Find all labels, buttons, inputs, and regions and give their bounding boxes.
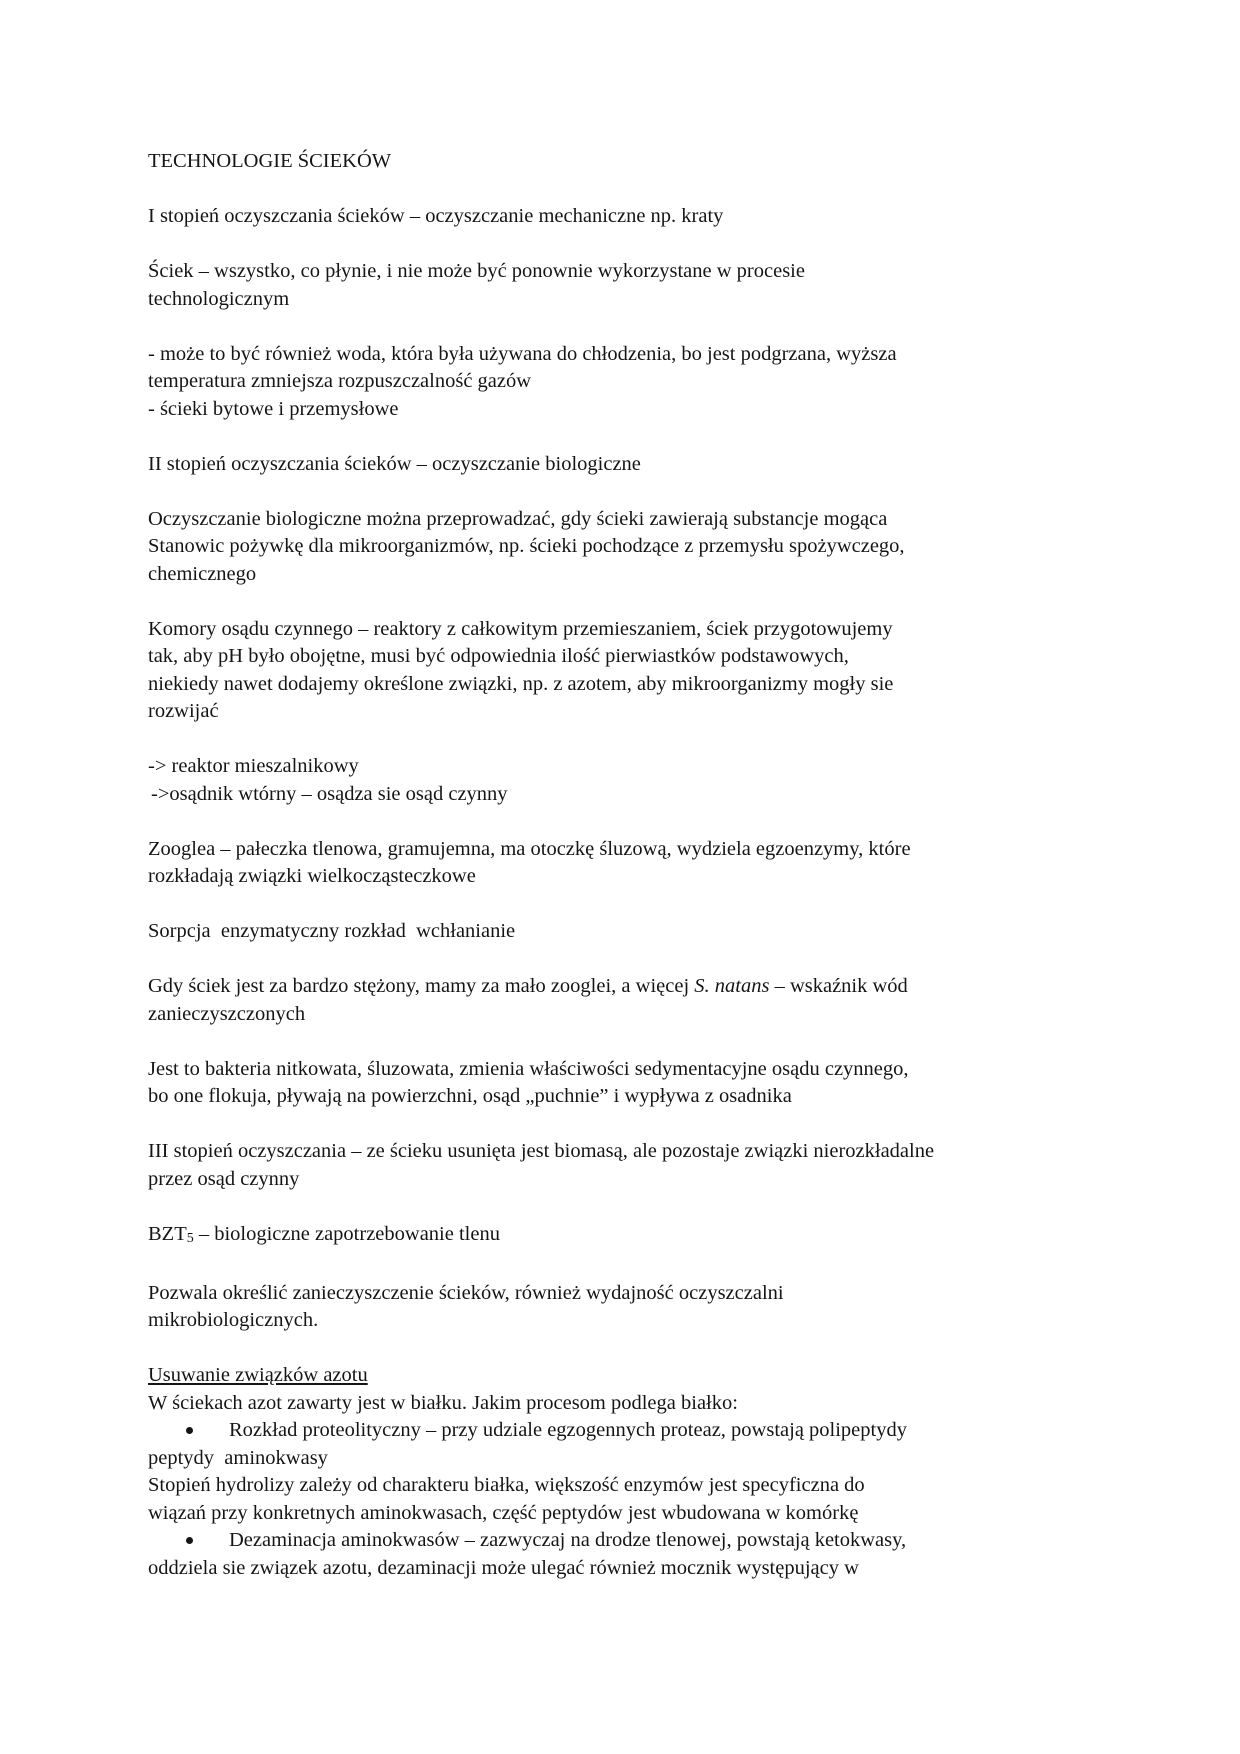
paragraph-line: I stopień oczyszczania ścieków – oczyszczanie mechaniczne np. kraty bbox=[148, 205, 724, 227]
paragraph-line: rozkładają związki wielkocząsteczkowe bbox=[148, 865, 476, 887]
paragraph-line: Pozwala określić zanieczyszczenie ścieków, również wydajność oczyszczalni bbox=[148, 1281, 784, 1304]
document-body bbox=[148, 148, 1093, 1582]
paragraph-sorption bbox=[148, 918, 1093, 946]
paragraph-filamentous-bacteria bbox=[148, 1056, 1093, 1111]
paragraph-line: Stanowic pożywkę dla mikroorganizmów, np. ścieki pochodzące z przemysłu spożywczego, bbox=[148, 535, 905, 557]
paragraph-line: wiązań przy konkretnych aminokwasach, część peptydów jest wbudowana w komórkę bbox=[148, 1501, 859, 1524]
document-title bbox=[148, 148, 1093, 176]
paragraph-line: Oczyszczanie biologiczne można przeprowadzać, gdy ścieki zawierają substancje mogąca bbox=[148, 507, 888, 530]
paragraph-line: III stopień oczyszczania – ze ścieku usunięta jest biomasą, ale pozostaje związki nierozkładalne bbox=[148, 1140, 935, 1162]
paragraph-line bbox=[148, 1221, 1093, 1253]
paragraph-line: zanieczyszczonych bbox=[148, 1002, 306, 1025]
bod-subscript: 5 bbox=[186, 1230, 194, 1246]
section-nitrogen-removal bbox=[148, 1362, 1093, 1582]
paragraph-line: chemicznego bbox=[148, 562, 257, 585]
text-run: – wskaźnik wód bbox=[769, 975, 908, 997]
list-item bbox=[148, 1527, 1093, 1555]
paragraph-line: - ścieki bytowe i przemysłowe bbox=[148, 397, 399, 420]
section-heading: Usuwanie związków azotu bbox=[148, 1364, 368, 1386]
paragraph-line: peptydy aminokwasy bbox=[148, 1446, 328, 1469]
paragraph-line: - może to być również woda, która była używana do chłodzenia, bo jest podgrzana, wyższa bbox=[148, 342, 897, 365]
paragraph-line: Jest to bakteria nitkowata, śluzowata, zmienia właściwości sedymentacyjne osądu czynnego, bbox=[148, 1057, 909, 1080]
paragraph-bod-purpose bbox=[148, 1280, 1093, 1335]
bullet-icon bbox=[186, 1427, 193, 1434]
list-item bbox=[148, 1417, 1093, 1445]
paragraph-line: rozwijać bbox=[148, 700, 219, 722]
paragraph-sewage-types bbox=[148, 341, 1093, 424]
paragraph-zooglea bbox=[148, 836, 1093, 891]
paragraph-bod5 bbox=[148, 1221, 1093, 1253]
paragraph-line: oddziela sie związek azotu, dezaminacji może ulegać również mocznik występujący w bbox=[148, 1556, 859, 1579]
bod-abbrev: BZT bbox=[148, 1222, 187, 1245]
paragraph-biological-treatment bbox=[148, 506, 1093, 589]
paragraph-line: ->osądnik wtórny – osądza sie osąd czynny bbox=[151, 782, 508, 805]
paragraph-activated-sludge-chambers bbox=[148, 616, 1093, 726]
paragraph-line bbox=[148, 973, 1093, 1001]
paragraph-line: Ściek – wszystko, co płynie, i nie może być ponownie wykorzystane w procesie bbox=[148, 260, 805, 282]
paragraph-concentrated-sewage bbox=[148, 973, 1093, 1028]
species-name: S. natans bbox=[694, 975, 770, 997]
paragraph-sewage-definition bbox=[148, 258, 1093, 313]
paragraph-line: tak, aby pH było obojętne, musi być odpowiednia ilość pierwiastków podstawowych, bbox=[148, 645, 849, 667]
paragraph-reactor-steps bbox=[148, 753, 1093, 808]
bullet-icon bbox=[186, 1537, 193, 1544]
list-item-text: Dezaminacja aminokwasów – zazwyczaj na drodze tlenowej, powstają ketokwasy, bbox=[229, 1529, 907, 1551]
paragraph-line: mikrobiologicznych. bbox=[148, 1309, 319, 1331]
paragraph-line: Stopień hydrolizy zależy od charakteru białka, większość enzymów jest specyficzna do bbox=[148, 1474, 865, 1496]
title-text: TECHNOLOGIE ŚCIEKÓW bbox=[148, 150, 392, 172]
paragraph-second-stage bbox=[148, 451, 1093, 479]
paragraph-line: bo one flokuja, pływają na powierzchni, osąd „puchnie” i wypływa z osadnika bbox=[148, 1085, 792, 1107]
paragraph-line: -> reaktor mieszalnikowy bbox=[148, 755, 359, 777]
paragraph-line: Zooglea – pałeczka tlenowa, gramujemna, ma otoczkę śluzową, wydziela egzoenzymy, które bbox=[148, 837, 911, 860]
paragraph-line: W ściekach azot zawarty jest w białku. Jakim procesom podlega białko: bbox=[148, 1391, 738, 1414]
paragraph-line: technologicznym bbox=[148, 287, 290, 310]
paragraph-line: niekiedy nawet dodajemy określone związki, np. z azotem, aby mikroorganizmy mogły sie bbox=[148, 672, 894, 695]
paragraph-line: Komory osądu czynnego – reaktory z całkowitym przemieszaniem, ściek przygotowujemy bbox=[148, 617, 893, 640]
paragraph-third-stage bbox=[148, 1138, 1093, 1193]
paragraph-line: Sorpcja enzymatyczny rozkład wchłanianie bbox=[148, 920, 516, 942]
list-item-text: Rozkład proteolityczny – przy udziale egzogennych proteaz, powstają polipeptydy bbox=[229, 1419, 907, 1441]
paragraph-line: II stopień oczyszczania ścieków – oczyszczanie biologiczne bbox=[148, 452, 641, 475]
paragraph-line: przez osąd czynny bbox=[148, 1167, 300, 1190]
paragraph-first-stage bbox=[148, 203, 1093, 231]
paragraph-line: temperatura zmniejsza rozpuszczalność gazów bbox=[148, 370, 532, 392]
text-run: Gdy ściek jest za bardzo stężony, mamy za mało zooglei, a więcej bbox=[148, 975, 695, 997]
text-run: – biologiczne zapotrzebowanie tlenu bbox=[193, 1222, 500, 1245]
